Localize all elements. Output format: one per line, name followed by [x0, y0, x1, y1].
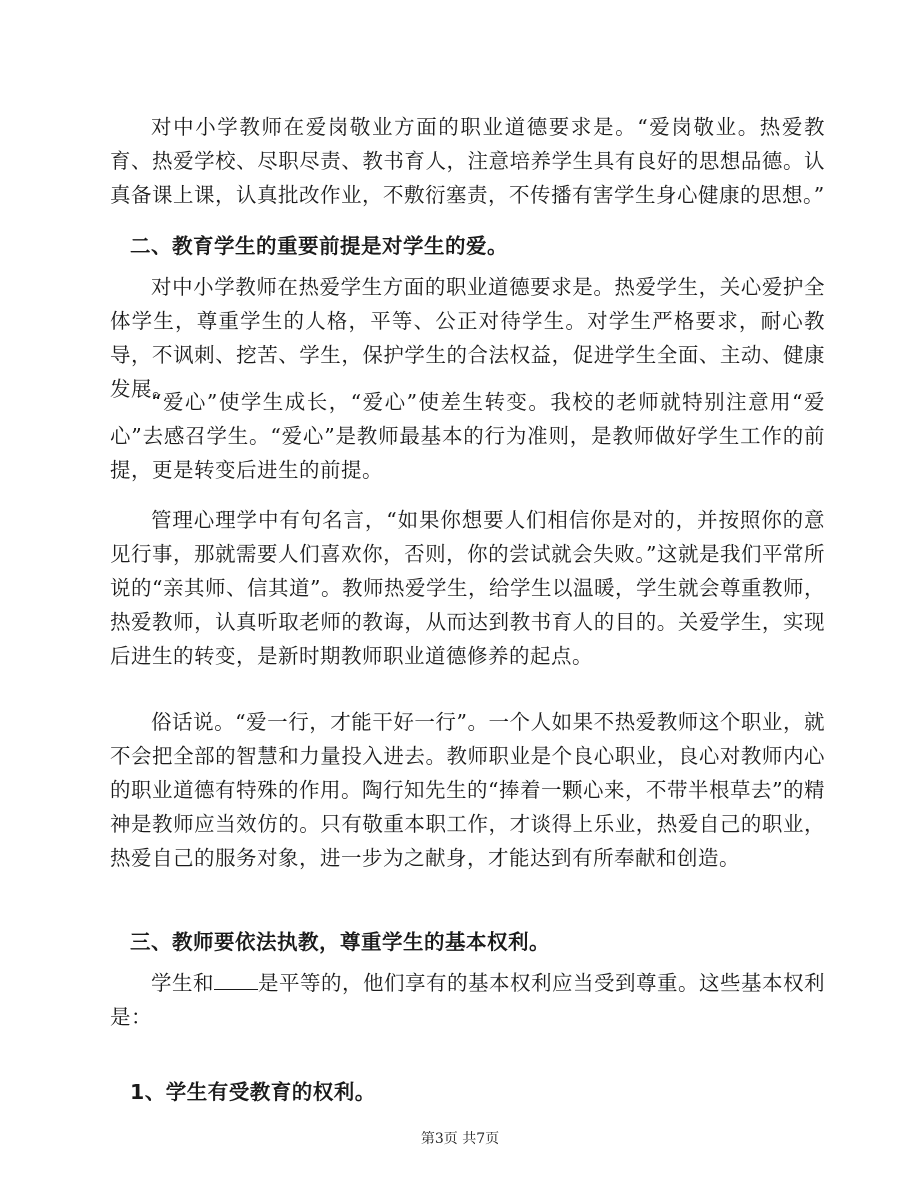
heading-section-3: 三、教师要依法执教，尊重学生的基本权利。 — [130, 930, 550, 954]
paragraph-basic-rights — [110, 966, 825, 1034]
blank-underline — [214, 969, 258, 990]
rights-text-start: 学生和 — [151, 971, 214, 995]
paragraph-love-job: 对中小学教师在爱岗敬业方面的职业道德要求是。“爱岗敬业。热爱教育、热爱学校、尽职尽责、教书育人，注意培养学生具有良好的思想品德。认真备课上课，认真批改作业，不敷衍塞责，不传播有害学生身心健康的思想。” — [110, 115, 825, 207]
rights-text-end: 是平等的，他们享有的基本权利应当受到尊重。这些基本权利是： — [110, 971, 825, 1029]
paragraph-management-psychology: 管理心理学中有句名言，“如果你想要人们相信你是对的，并按照你的意见行事，那就需要人们喜欢你，否则，你的尝试就会失败。”这就是我们平常所说的“亲其师、信其道”。教师热爱学生，给学生以温暖，学生就会尊重教师，热爱教师，认真听取老师的教诲，从而达到教书育人的目的。关爱学生，实现后进生的转变，是新时期教师职业道德修养的起点。 — [110, 508, 825, 668]
heading-section-2: 二、教育学生的重要前提是对学生的爱。 — [130, 234, 508, 258]
paragraph-love-students: 对中小学教师在热爱学生方面的职业道德要求是。热爱学生，关心爱护全体学生，尊重学生的人格，平等、公正对待学生。对学生严格要求，耐心教导，不讽刺、挖苦、学生，保护学生的合法权益，促进学生全面、主动、健康发展。 — [110, 275, 825, 401]
paragraph-proverb: 俗话说。“爱一行，才能干好一行”。一个人如果不热爱教师这个职业，就不会把全部的智慧和力量投入进去。教师职业是个良心职业，良心对教师内心的职业道德有特殊的作用。陶行知先生的“捧着一颗心来，不带半根草去”的精神是教师应当效仿的。只有敬重本职工作，才谈得上乐业，热爱自己的职业，热爱自己的服务对象，进一步为之献身，才能达到有所奉献和创造。 — [110, 710, 825, 870]
page-number: 第3页 共7页 — [420, 1131, 500, 1147]
heading-item-1: 1、学生有受教育的权利。 — [130, 1080, 376, 1104]
paragraph-love-heart: “爱心”使学生成长，“爱心”使差生转变。我校的老师就特别注意用“爱心”去感召学生。“爱心”是教师最基本的行为准则，是教师做好学生工作的前提，更是转变后进生的前提。 — [110, 390, 825, 482]
